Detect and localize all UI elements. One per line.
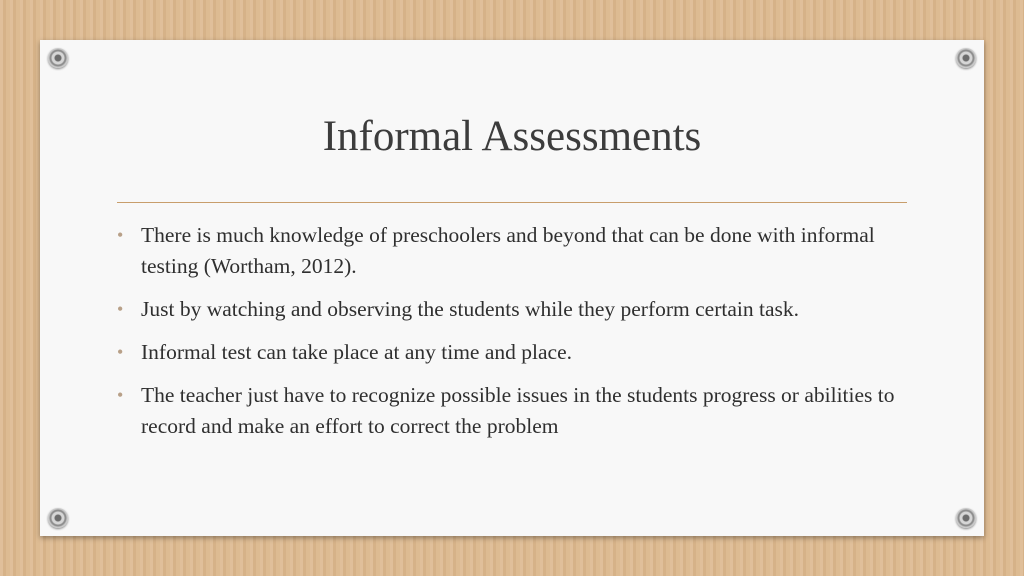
title-divider	[117, 202, 907, 203]
bullet-dot-icon: •	[117, 225, 124, 245]
bullet-text: The teacher just have to recognize possible issues in the students progress or abilities to record and make an effort to correct the problem	[141, 383, 895, 438]
bullet-text: There is much knowledge of preschoolers and beyond that can be done with informal testing (Wortham, 2012).	[141, 223, 875, 278]
bullet-item	[117, 380, 917, 442]
bullet-dot-icon: •	[117, 299, 124, 319]
bullet-text: Just by watching and observing the students while they perform certain task.	[141, 297, 799, 321]
slide-card	[40, 40, 984, 536]
bullet-dot-icon: •	[117, 342, 124, 362]
bullet-text: Informal test can take place at any time and place.	[141, 340, 572, 364]
screw-top-left-icon	[48, 48, 68, 68]
bullet-list	[117, 220, 917, 454]
bullet-item	[117, 220, 917, 282]
screw-top-right-icon	[956, 48, 976, 68]
screw-bottom-right-icon	[956, 508, 976, 528]
bullet-item	[117, 337, 917, 368]
bullet-item	[117, 294, 917, 325]
bullet-dot-icon: •	[117, 385, 124, 405]
slide-title: Informal Assessments	[322, 113, 702, 160]
screw-bottom-left-icon	[48, 508, 68, 528]
